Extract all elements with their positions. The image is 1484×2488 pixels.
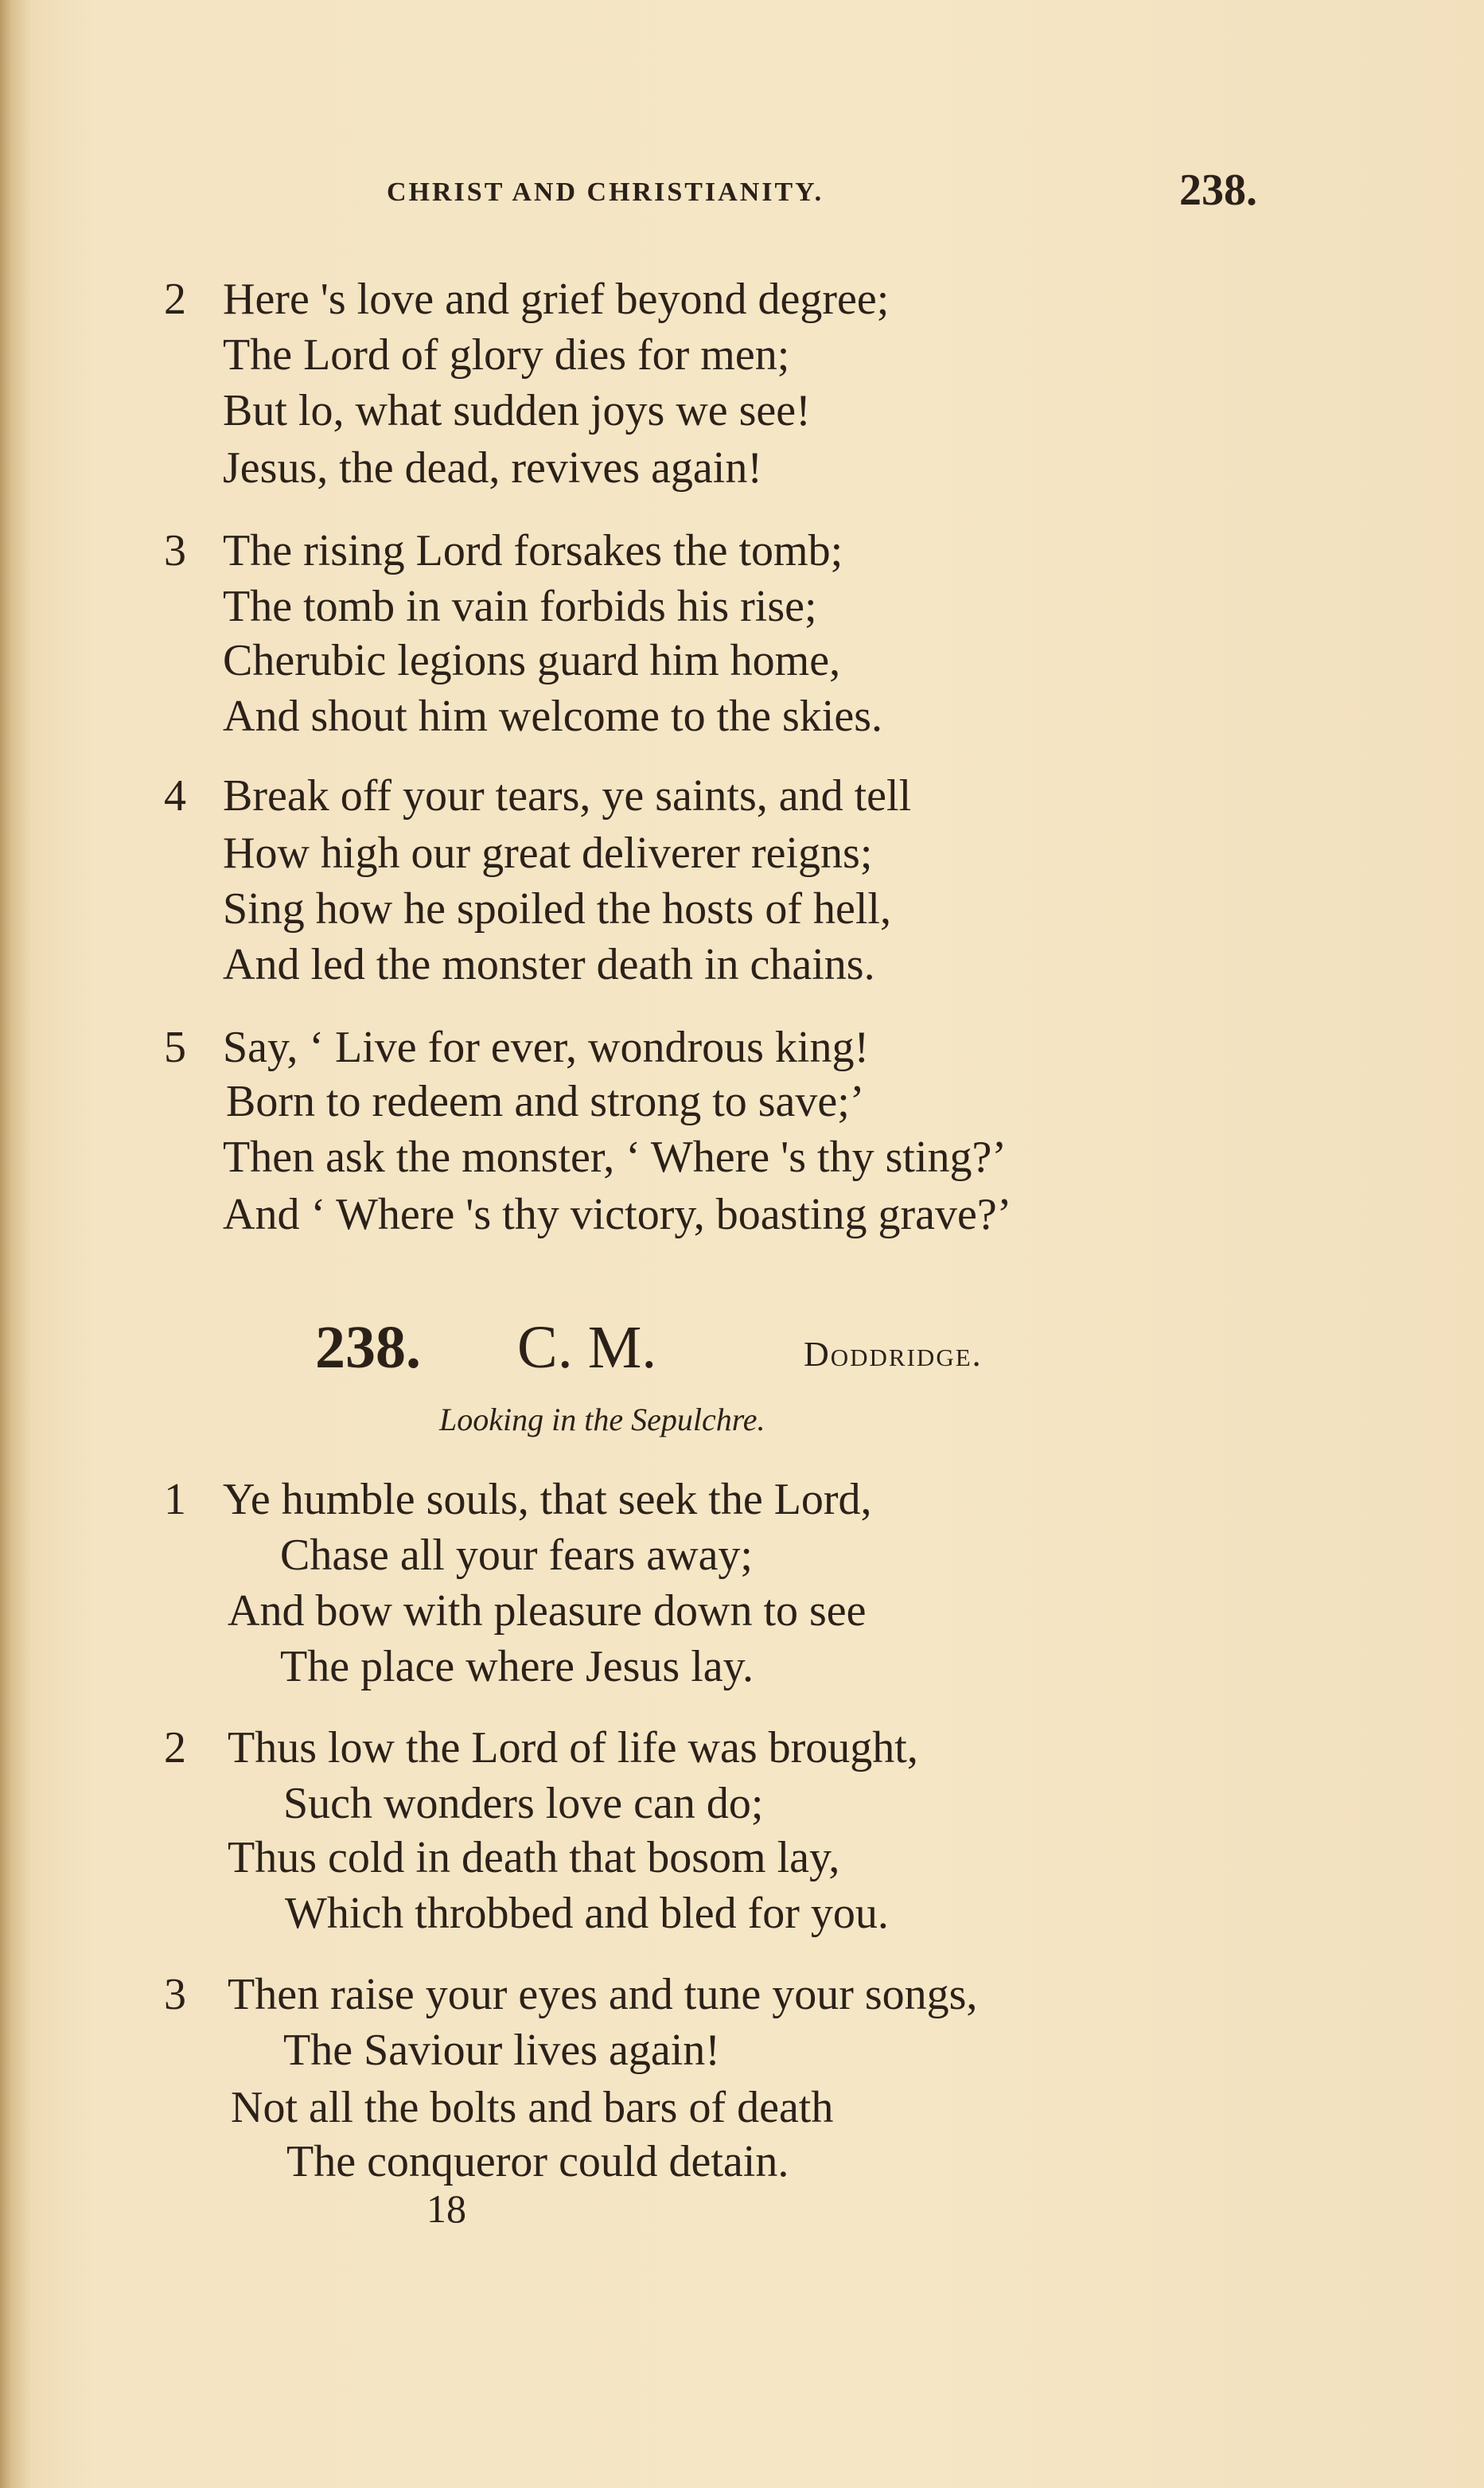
stanza-number: 1 bbox=[164, 1475, 186, 1524]
verse-line: Sing how he spoiled the hosts of hell, bbox=[223, 884, 891, 934]
stanza-number: 4 bbox=[164, 771, 186, 821]
hymn-meter: C. M. bbox=[517, 1314, 657, 1381]
verse-line: Such wonders love can do; bbox=[283, 1779, 764, 1828]
verse-line: Then ask the monster, ‘ Where 's thy sting?’ bbox=[223, 1133, 1007, 1182]
verse-line: And led the monster death in chains. bbox=[223, 940, 875, 989]
stanza-number: 2 bbox=[164, 275, 186, 324]
verse-line: Chase all your fears away; bbox=[280, 1531, 753, 1580]
verse-line: Born to redeem and strong to save;’ bbox=[226, 1077, 865, 1126]
verse-line: Not all the bolts and bars of death bbox=[231, 2083, 834, 2132]
verse-line: How high our great deliverer reigns; bbox=[223, 829, 873, 878]
verse-line: Which throbbed and bled for you. bbox=[285, 1889, 889, 1938]
verse-line: Break off your tears, ye saints, and tell bbox=[223, 771, 912, 821]
verse-line: The place where Jesus lay. bbox=[280, 1642, 754, 1691]
running-title: CHRIST AND CHRISTIANITY. bbox=[387, 177, 824, 207]
verse-line: The conqueror could detain. bbox=[286, 2137, 789, 2186]
hymn-number: 238. bbox=[315, 1314, 421, 1381]
verse-line: Thus cold in death that bosom lay, bbox=[228, 1833, 840, 1882]
verse-line: Cherubic legions guard him home, bbox=[223, 636, 841, 685]
verse-line: And shout him welcome to the skies. bbox=[223, 692, 883, 741]
verse-line: And bow with pleasure down to see bbox=[228, 1586, 867, 1636]
verse-line: Say, ‘ Live for ever, wondrous king! bbox=[223, 1023, 870, 1072]
stanza-number: 2 bbox=[164, 1723, 186, 1772]
stanza-number: 3 bbox=[164, 526, 186, 575]
verse-line: Ye humble souls, that seek the Lord, bbox=[223, 1475, 872, 1524]
verse-line: Here 's love and grief beyond degree; bbox=[223, 275, 890, 324]
page-header bbox=[0, 166, 1484, 219]
signature-mark: 18 bbox=[427, 2186, 466, 2231]
verse-line: The rising Lord forsakes the tomb; bbox=[223, 526, 843, 575]
verse-line: The Lord of glory dies for men; bbox=[223, 330, 790, 380]
verse-line: The tomb in vain forbids his rise; bbox=[223, 582, 817, 631]
stanza-number: 3 bbox=[164, 1970, 186, 2019]
hymn-heading bbox=[0, 1313, 1484, 1393]
page-number: 238. bbox=[1179, 166, 1257, 215]
verse-line: The Saviour lives again! bbox=[283, 2026, 720, 2075]
verse-line: But lo, what sudden joys we see! bbox=[223, 386, 811, 435]
hymn-author: Doddridge. bbox=[804, 1335, 983, 1374]
verse-line: Then raise your eyes and tune your songs, bbox=[228, 1970, 978, 2019]
verse-line: Jesus, the dead, revives again! bbox=[223, 443, 762, 493]
hymn-title: Looking in the Sepulchre. bbox=[439, 1402, 765, 1437]
verse-line: And ‘ Where 's thy victory, boasting grave?’ bbox=[223, 1190, 1012, 1239]
stanza-number: 5 bbox=[164, 1023, 186, 1072]
verse-line: Thus low the Lord of life was brought, bbox=[228, 1723, 918, 1772]
